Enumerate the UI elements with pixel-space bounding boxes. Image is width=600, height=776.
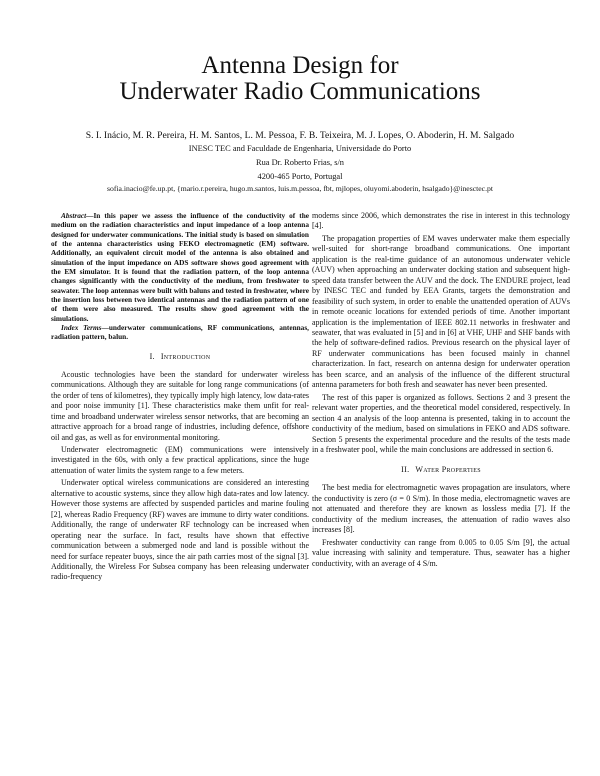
index-terms-text: —underwater communications, RF communications, antennas, radiation pattern, balun. xyxy=(51,323,309,342)
author-emails: sofia.inacio@fe.up.pt, {mario.r.pereira, hugo.m.santos, luis.m.pessoa, fbt, mjlopes, oluyomi.aboderin, hsalgado}@inesctec.pt xyxy=(107,184,493,193)
paper-title-line-2: Underwater Radio Communications xyxy=(119,78,481,105)
abstract xyxy=(51,211,309,323)
affiliation-line-1: INESC TEC and Faculdade de Engenharia, Universidade do Porto xyxy=(188,144,412,153)
left-column xyxy=(51,211,309,583)
affiliation-line-3: 4200-465 Porto, Portugal xyxy=(257,172,343,181)
affiliation-line-2: Rua Dr. Roberto Frias, s/n xyxy=(256,158,344,167)
abstract-label: Abstract xyxy=(61,211,87,220)
section-heading-introduction xyxy=(51,352,309,362)
paragraph: The best media for electromagnetic waves propagation are insulators, where the conductivity is zero (σ = 0 S/m). In those media, electromagnetic waves are not attenuated and therefore they are known as lossless media [7]. If the conductivity of the medium increases, the attenuation of radio waves also increases [8]. xyxy=(312,483,570,535)
index-terms-label: Index Terms xyxy=(61,323,102,333)
paragraph: The rest of this paper is organized as follows. Sections 2 and 3 present the relevant water properties, and the theoretical model considered, respectively. In section 4 an analysis of the loop antenna is presented, taking in to account the conductivity of the medium, based on simulations in FEKO and ADS software. Section 5 presents the experimental procedure and the results of the tests made in a freshwater pool, while the main conclusions are addressed in section 6. xyxy=(312,392,570,454)
section-title: Water Properties xyxy=(415,465,481,475)
author-list: S. I. Inácio, M. R. Pereira, H. M. Santos, L. M. Pessoa, F. B. Teixeira, M. J. Lopes, O. Aboderin, H. M. Salgado xyxy=(85,130,515,141)
paragraph: Acoustic technologies have been the standard for underwater wireless communications. Although they are suitable for long range communications (of the order of tens of kilometres), they typically imply high latency, low data-rates and poor noise immunity [1]. These characteristics make them unfit for real-time and broadband underwater wireless sensor networks, that are becoming an attractive approach for a broad range of industries, including defence, offshore oil and gas, as well as for environmental monitoring. xyxy=(51,369,309,442)
paragraph: Freshwater conductivity can range from 0.005 to 0.05 S/m [9], the actual value increasing with salinity and temperature. Thus, seawater has a higher conductivity, with an average of 4 S/m. xyxy=(312,537,570,568)
paragraph: Underwater electromagnetic (EM) communications were intensively investigated in the 60s, with only a few practical applications, since the huge attenuation of water limits the system range to a few meters. xyxy=(51,444,309,475)
section-number: II. xyxy=(401,465,410,475)
abstract-text: —In this paper we assess the influence of the conductivity of the medium on the radiation characteristics and input impedance of a loop antenna designed for underwater communications. The initial study is based on simulation of the antenna characteristics using FEKO electromagnetic (EM) software. Additionally, an equivalent circuit model of the antenna is also obtained and simulation of the input impedance on ADS software shows good agreement with the EM simulator. It is found that the radiation pattern, of the loop antenna changes significantly with the conductivity of the medium, from freshwater to seawater. The loop antennas were built with baluns and tested in freshwater, where the insertion loss between two identical antennas and the radiation pattern of one of them were also measured. The results show good agreement with the simulations. xyxy=(51,211,309,323)
section-heading-water-properties xyxy=(312,465,570,475)
paragraph: Underwater optical wireless communications are considered an interesting alternative to acoustic systems, since they allow high data-rates and low latency. However those systems are affected by suspended particles and marine fouling [2], whereas Radio Frequency (RF) waves are immune to dirty water conditions. Additionally, the range of underwater RF technology can be increased when operating near the surface. In fact, results have shown that effective communication between a submerged node and land is possible without the need for surface repeater buoys, since the air path carries most of the signal [3]. Additionally, the Wireless For Subsea company has been releasing underwater radio-frequency xyxy=(51,478,309,582)
index-terms xyxy=(51,323,309,342)
paragraph: The propagation properties of EM waves underwater make them especially well-suited for short-range broadband communications. One important application is the real-time guidance of an autonomous underwater vehicle (AUV) when approaching an underwater docking station and subsequent high-speed data transfer between the AUV and the dock. The ENDURE project, lead by INESC TEC and funded by EEA Grants, targets the demonstration and feasibility of such system, in order to enable the unattended operation of AUVs in remote oceanic locations for extended periods of time. Another important application is the implementation of IEEE 802.11 networks in freshwater and seawater, that was evaluated in [5] and in [6] at VHF, UHF and SHF bands with the help of software-defined radios. Previous research on the physical layer of RF underwater communications has been focused mainly in channel characterization. In fact, research on antenna design for underwater operation has been scarce, and an analysis of the influence of the different structural antenna parameters for both fresh and seawater has never been presented. xyxy=(312,233,570,390)
paragraph: modems since 2006, which demonstrates the rise in interest in this technology [4]. xyxy=(312,211,570,231)
section-title: Introduction xyxy=(160,351,211,361)
right-column xyxy=(312,211,570,569)
paper-title-line-1: Antenna Design for xyxy=(201,52,399,79)
section-number: I. xyxy=(149,351,155,361)
